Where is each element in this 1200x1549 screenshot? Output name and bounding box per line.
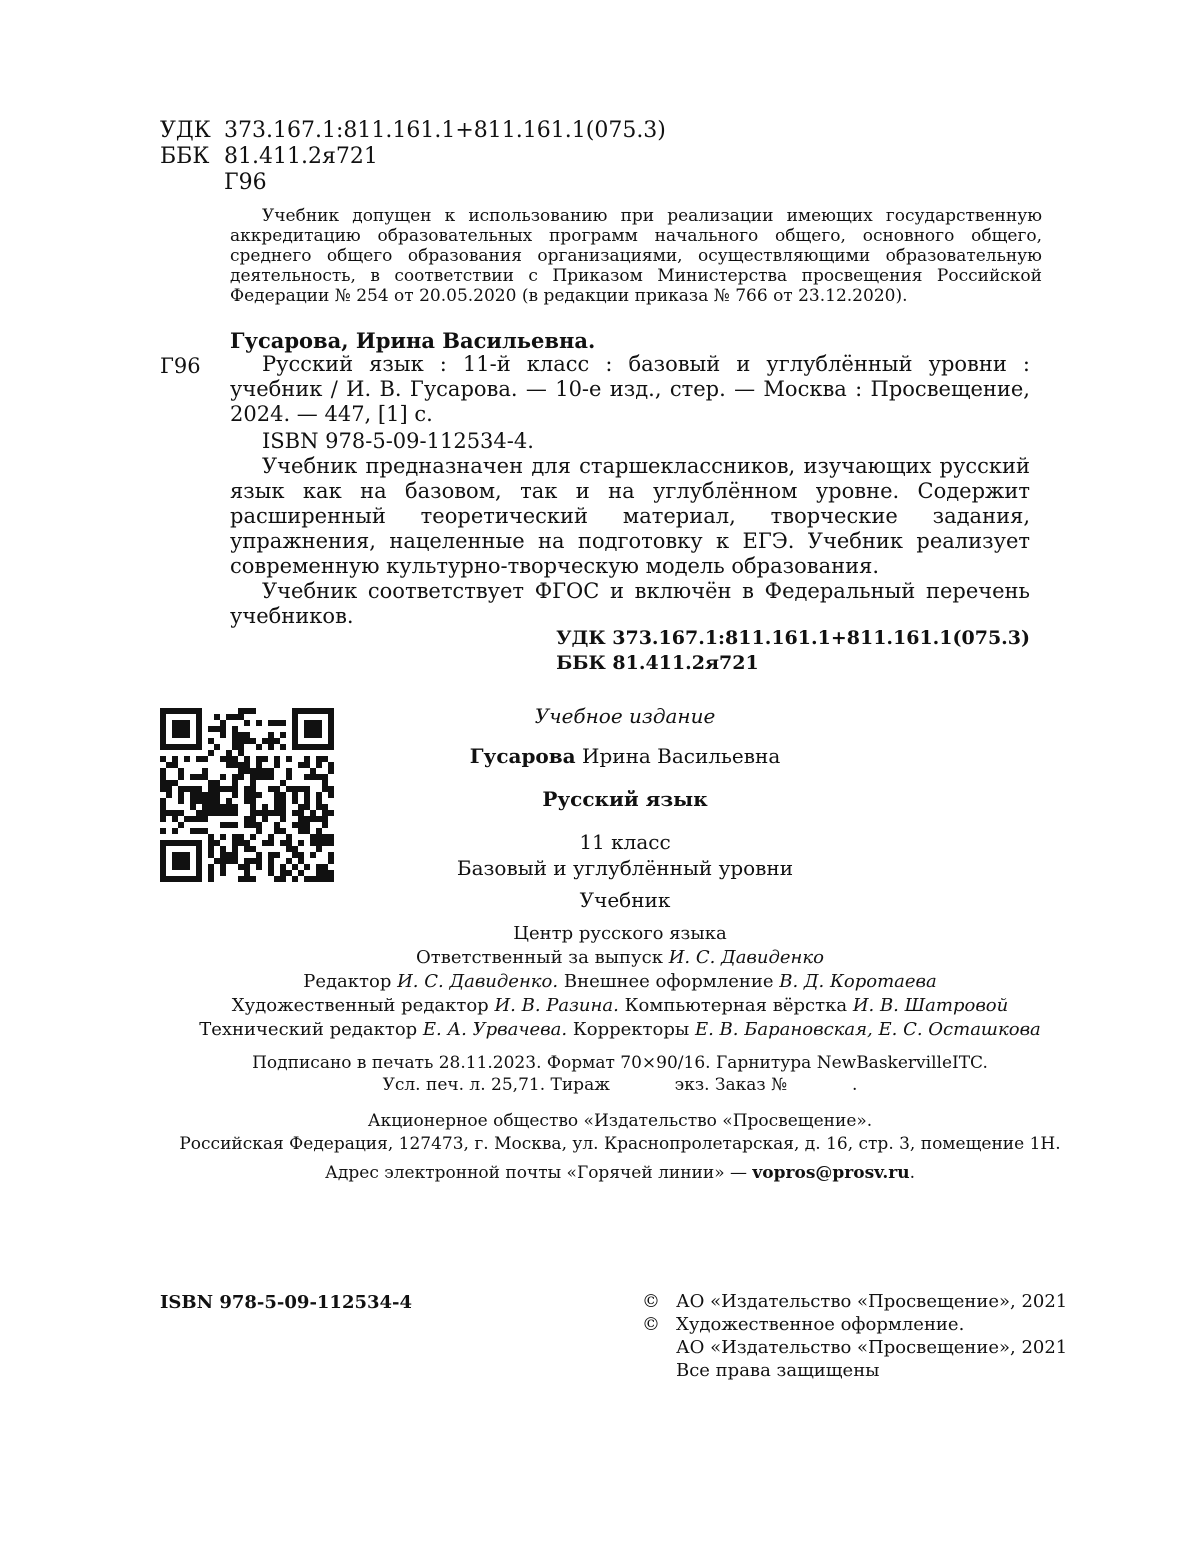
credits-row-editor (140, 970, 1100, 994)
resp-label: Ответственный за выпуск (415, 947, 663, 968)
grade: 11 класс (579, 830, 671, 854)
print-info (140, 1052, 1100, 1096)
publisher-line-2: Российская Федерация, 127473, г. Москва, ул. Краснопролетарская, д. 16, стр. 3, помещение 1Н. (179, 1134, 1061, 1154)
email-label: Адрес электронной почты «Горячей линии» — (325, 1163, 748, 1183)
udk-label: УДК (160, 118, 211, 143)
level: Базовый и углублённый уровни (456, 856, 794, 880)
author-line (230, 744, 1020, 768)
email-address: vopros@prosv.ru (752, 1163, 910, 1183)
resp-name: И. С. Давиденко (668, 947, 824, 968)
approval-text: Учебник допущен к использованию при реализации имеющих государственную аккредитацию образовательных программ начального общего, основного общего, среднего общего образования организациями, осуществляющими образовательную деятельность, в соответствии с Приказом Министерства просвещения Российской Федерации № 254 от 20.05.2020 (в редакции приказа № 766 от 23.12.2020). (230, 206, 1042, 306)
isbn-line: ISBN 978-5-09-112534-4. (262, 429, 534, 453)
copyright-row-1 (642, 1290, 1067, 1313)
art-name: И. В. Разина. (494, 995, 619, 1016)
editor-label: Редактор (303, 971, 392, 992)
annotation-1: Учебник предназначен для старшеклассников, изучающих русский язык как на базовом, так и на углублённом уровне. Содержит расширенный теоретический материал, творческие задания, упражнения, нацеленные на подготовку к ЕГЭ. Учебник реализует современную культурно-творческую модель образования. (230, 454, 1030, 578)
credits-block (140, 922, 1100, 1042)
publisher-info (140, 1110, 1100, 1156)
copyright-icon: © (642, 1291, 660, 1312)
copyright-row-3 (642, 1336, 1067, 1359)
proof-label: Корректоры (572, 1019, 690, 1040)
print-line-1: Подписано в печать 28.11.2023. Формат 70×90/16. Гарнитура NewBaskervilleITC. (252, 1053, 988, 1073)
bbk-code: 81.411.2я721 (224, 144, 378, 169)
bbk-label: ББК (160, 144, 210, 169)
classification-block (160, 118, 666, 196)
copyright-line-2: Художественное оформление. (676, 1314, 965, 1335)
author-sign: Г96 (224, 170, 267, 195)
author-heading: Гусарова, Ирина Васильевна. (230, 328, 596, 353)
author-sign-left: Г96 (160, 354, 201, 378)
bibliographic-description (230, 352, 1030, 629)
editor-name: И. С. Давиденко. (397, 971, 559, 992)
classification-right (556, 626, 1030, 676)
credits-row-art (140, 994, 1100, 1018)
print-line-2: Усл. печ. л. 25,71. Тираж экз. Заказ № . (382, 1075, 858, 1095)
tech-label: Технический редактор (199, 1019, 418, 1040)
udk-code: 373.167.1:811.161.1+811.161.1(075.3) (224, 118, 666, 143)
center-name: Центр русского языка (513, 923, 727, 944)
copyright-icon: © (642, 1314, 660, 1335)
bibliographic-text: Русский язык : 11-й класс : базовый и углублённый уровни : учебник / И. В. Гусарова. — 10-е изд., стер. — Москва : Просвещение, 2024. — 447, [1] с. (230, 352, 1030, 426)
publisher-line-1: Акционерное общество «Издательство «Просвещение». (367, 1111, 873, 1131)
email-line: Адрес электронной почты «Горячей линии» — vopros@prosv.ru. (325, 1163, 915, 1183)
copyright-line-3: АО «Издательство «Просвещение», 2021 (676, 1337, 1068, 1358)
book-title: Русский язык (542, 787, 708, 811)
annotation-2: Учебник соответствует ФГОС и включён в Федеральный перечень учебников. (230, 579, 1030, 628)
tech-name: Е. А. Урвачева. (422, 1019, 568, 1040)
proof-names: Е. В. Барановская, Е. С. Осташкова (694, 1019, 1041, 1040)
author-name: Ирина Васильевна (582, 744, 781, 768)
udk-right: УДК 373.167.1:811.161.1+811.161.1(075.3) (556, 627, 1030, 649)
edition-type: Учебное издание (534, 704, 716, 728)
copyright-row-4 (642, 1359, 1067, 1382)
design-name: В. Д. Коротаева (779, 971, 937, 992)
layout-name: И. В. Шатровой (852, 995, 1009, 1016)
credits-row-tech (140, 1018, 1100, 1042)
layout-label: Компьютерная вёрстка (624, 995, 848, 1016)
copyright-block (642, 1290, 1067, 1382)
author-surname: Гусарова (469, 744, 576, 768)
credits-row-resp (140, 946, 1100, 970)
bbk-right: ББК 81.411.2я721 (556, 652, 759, 674)
art-label: Художественный редактор (231, 995, 489, 1016)
copyright-line-1: АО «Издательство «Просвещение», 2021 (676, 1291, 1068, 1312)
copyright-line-4: Все права защищены (676, 1360, 880, 1381)
kind: Учебник (579, 888, 671, 912)
design-label: Внешнее оформление (563, 971, 774, 992)
bbk-row (160, 144, 666, 170)
udk-row (160, 118, 666, 144)
isbn-bottom: ISBN 978-5-09-112534-4 (160, 1292, 413, 1313)
copyright-row-2 (642, 1313, 1067, 1336)
